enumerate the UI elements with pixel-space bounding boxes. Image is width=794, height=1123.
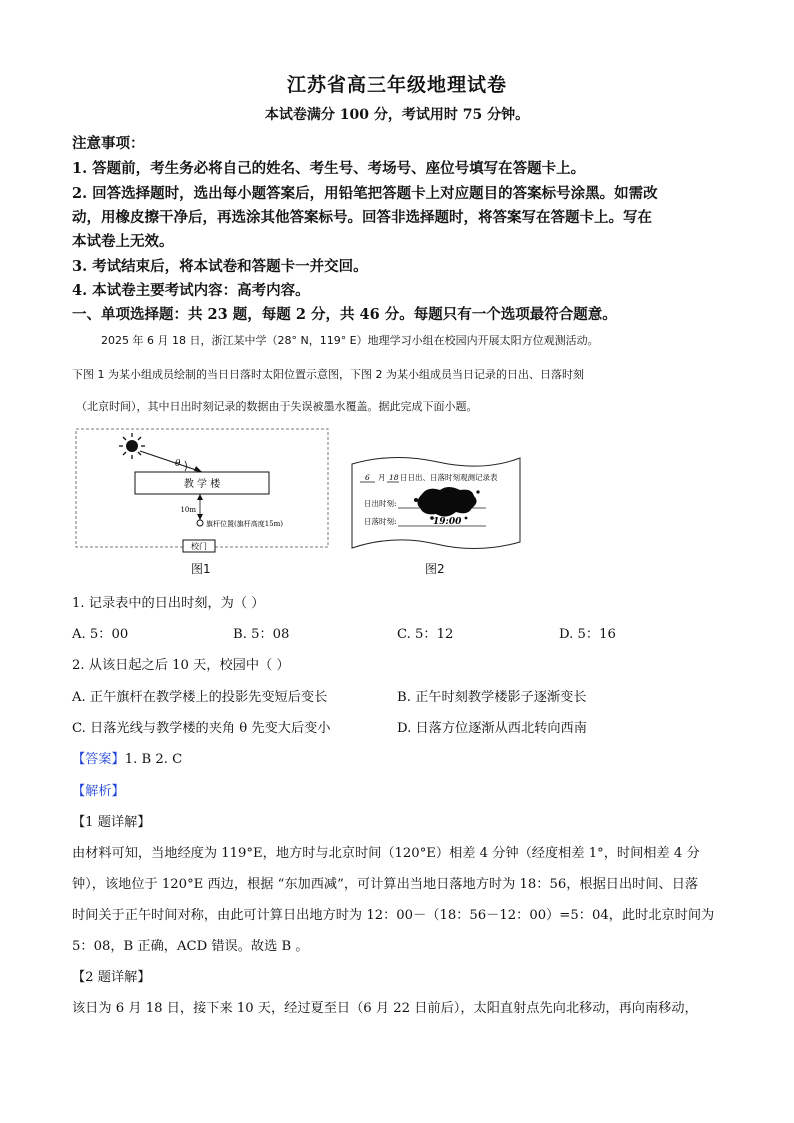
figure-2-caption: 图2 bbox=[425, 562, 445, 576]
detail-1-text: 由材料可知，当地经度为 119°E，地方时与北京时间（120°E）相差 4 分钟（经度相差 1°，时间相差 4 分 bbox=[72, 846, 700, 861]
question-2-stem: 2. 从该日起之后 10 天，校园中（ ） bbox=[72, 658, 290, 673]
sunrise-label: 日出时刻: bbox=[364, 499, 397, 508]
note-item: 1. 答题前，考生务必将自己的姓名、考生号、考场号、座位号填写在答题卡上。 bbox=[72, 160, 586, 177]
ink-blot bbox=[417, 487, 476, 517]
record-table-title: 日日出、日落时刻观测记录表 bbox=[400, 473, 498, 482]
question-2-option-d: D. 日落方位逐渐从西北转向西南 bbox=[397, 721, 587, 736]
flagpole-marker bbox=[197, 520, 203, 526]
note-item: 3. 考试结束后，将本试卷和答题卡一并交回。 bbox=[72, 258, 368, 275]
day-value: 18 bbox=[389, 473, 399, 482]
figure-1-diagram bbox=[75, 428, 331, 554]
month-unit: 月 bbox=[378, 473, 386, 482]
sunset-value: 19:00 bbox=[433, 517, 462, 527]
page-subtitle: 本试卷满分 100 分，考试用时 75 分钟。 bbox=[264, 107, 530, 123]
gate-label: 校门 bbox=[191, 542, 207, 551]
figure-1-caption: 图1 bbox=[191, 562, 211, 576]
section-heading: 一、单项选择题：共 23 题，每题 2 分，共 46 分。每题只有一个选项最符合题意。 bbox=[72, 306, 617, 323]
note-item: 动，用橡皮擦干净后，再选涂其他答案标号。回答非选择题时，将答案写在答题卡上。写在 bbox=[72, 209, 652, 226]
month-value: 6 bbox=[365, 473, 370, 482]
analysis-tag: 【解析】 bbox=[72, 784, 125, 799]
note-item: 2. 回答选择题时，选出每小题答案后，用铅笔把答题卡上对应题目的答案标号涂黑。如需改 bbox=[72, 185, 658, 202]
detail-1-text: 时间关于正午时间对称，由此可计算日出地方时为 12：00－（18：56－12：00）=5：04，此时北京时间为 bbox=[72, 908, 715, 923]
note-item: 本试卷上无效。 bbox=[72, 233, 174, 250]
notes-heading: 注意事项： bbox=[72, 135, 145, 152]
figure-2-record-table bbox=[348, 450, 523, 556]
question-2-option-a: A. 正午旗杆在教学楼上的投影先变短后变长 bbox=[72, 690, 328, 705]
note-item: 4. 本试卷主要考试内容：高考内容。 bbox=[72, 282, 310, 299]
detail-1-text: 5：08，B 正确，ACD 错误。故选 B 。 bbox=[72, 939, 309, 954]
material-text: 下图 1 为某小组成员绘制的当日日落时太阳位置示意图，下图 2 为某小组成员当日记录的日出、日落时刻 bbox=[72, 368, 584, 381]
page-title: 江苏省高三年级地理试卷 bbox=[286, 74, 507, 96]
answer-tag: 【答案】 bbox=[72, 752, 125, 767]
question-1-option-b: B. 5：08 bbox=[233, 627, 290, 642]
sun-icon bbox=[119, 433, 145, 459]
angle-theta-label: θ bbox=[175, 459, 181, 469]
material-text: 2025 年 6 月 18 日，浙江某中学（28° N，119° E）地理学习小组在校园内开展太阳方位观测活动。 bbox=[101, 334, 599, 347]
detail-2-tag: 【2 题详解】 bbox=[72, 970, 151, 985]
material-text: （北京时间），其中日出时刻记录的数据由于失误被墨水覆盖。据此完成下面小题。 bbox=[76, 400, 478, 413]
detail-1-tag: 【1 题详解】 bbox=[72, 815, 151, 830]
question-2-option-c: C. 日落光线与教学楼的夹角 θ 先变大后变小 bbox=[72, 721, 331, 736]
answer-text: 1. B 2. C bbox=[124, 752, 183, 767]
question-1-option-c: C. 5：12 bbox=[397, 627, 454, 642]
distance-label: 10m bbox=[180, 506, 196, 514]
question-1-stem: 1. 记录表中的日出时刻，为（ ） bbox=[72, 596, 265, 611]
question-1-option-d: D. 5：16 bbox=[559, 627, 616, 642]
question-1-option-a: A. 5：00 bbox=[72, 627, 129, 642]
detail-2-text: 该日为 6 月 18 日，接下来 10 天，经过夏至日（6 月 22 日前后），太阳直射点先向北移动，再向南移动， bbox=[72, 1001, 698, 1016]
detail-1-text: 钟），该地位于 120°E 西边，根据 “东加西减”，可计算出当地日落地方时为 18：56，根据日出时间、日落 bbox=[72, 877, 699, 892]
flagpole-label: 旗杆位置(旗杆高度15m) bbox=[206, 520, 284, 528]
sunset-label: 日落时刻: bbox=[364, 517, 397, 526]
question-2-option-b: B. 正午时刻教学楼影子逐渐变长 bbox=[397, 690, 587, 705]
answer-line bbox=[72, 748, 182, 767]
building-label: 教 学 楼 bbox=[183, 479, 221, 490]
